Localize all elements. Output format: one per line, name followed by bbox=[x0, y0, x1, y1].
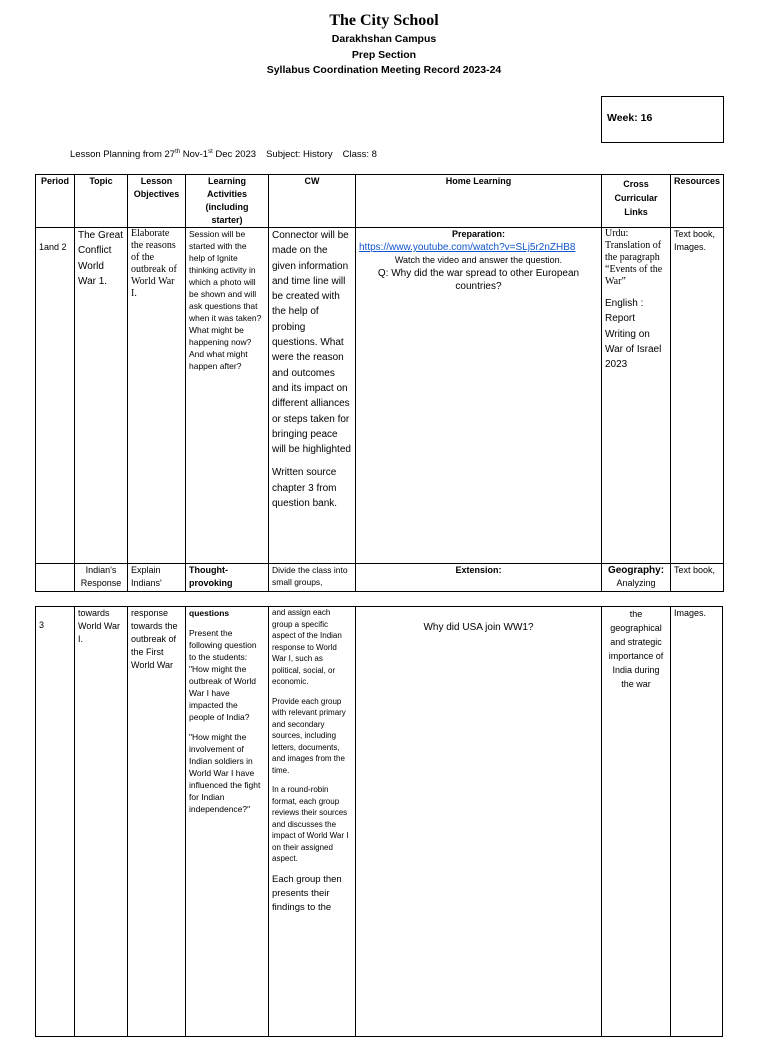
section-name: Prep Section bbox=[351, 49, 417, 61]
row1-cross-english: English : Report Writing on War of Israel 2023 bbox=[605, 298, 662, 371]
school-name: The City School bbox=[329, 12, 439, 29]
row2-topic: Indian's Response bbox=[75, 564, 128, 592]
row1-cw bbox=[269, 228, 356, 564]
row1-topic: The Great Conflict World War 1. bbox=[75, 228, 128, 564]
row3-topic: towards World War I. bbox=[75, 607, 128, 1037]
row3-cross: the geographical and strategic importance of India during the war bbox=[602, 607, 671, 1037]
row2-cross-bold: Geography: bbox=[607, 565, 665, 576]
row2-cw: Divide the class into small groups, bbox=[269, 564, 356, 592]
planning-mid: Nov-1 bbox=[180, 149, 209, 161]
table-row bbox=[36, 564, 724, 592]
planning-line bbox=[70, 149, 377, 160]
col-objectives: Lesson Objectives bbox=[128, 175, 186, 228]
lesson-table-page1 bbox=[35, 174, 724, 592]
row1-home-question: Q: Why did the war spread to other European countries? bbox=[377, 268, 580, 292]
row1-cross-urdu: Urdu: Translation of the paragraph “Events of the War” bbox=[605, 228, 663, 287]
row3-act-title: questions bbox=[189, 608, 230, 618]
planning-sup-th: th bbox=[175, 149, 181, 155]
col-topic: Topic bbox=[75, 175, 128, 228]
row3-act-text2: "How might the involvement of Indian soldiers in World War I have influenced the fight for Indian independence?" bbox=[189, 732, 261, 814]
row3-act-text1: Present the following question to the students: "How might the outbreak of World War I have impacted the people of India? bbox=[189, 628, 257, 722]
class-label: Class: 8 bbox=[342, 149, 377, 161]
row2-objectives: Explain Indians' bbox=[128, 564, 186, 592]
campus-name: Darakhshan Campus bbox=[331, 33, 437, 45]
row3-cw-text1: and assign each group a specific aspect of the Indian response to World War I, such as political, social, or economic. bbox=[272, 608, 342, 686]
week-label: Week: 16 bbox=[607, 112, 653, 124]
row2-cross-text: Analyzing bbox=[616, 578, 656, 588]
row1-home-title: Preparation: bbox=[451, 229, 505, 239]
col-activities: Learning Activities (including starter) bbox=[186, 175, 269, 228]
lesson-table-page2 bbox=[35, 606, 723, 1037]
col-resources: Resources bbox=[671, 175, 724, 228]
row1-home bbox=[356, 228, 602, 564]
row1-home-text: Watch the video and answer the question. bbox=[394, 255, 563, 265]
col-cw: CW bbox=[269, 175, 356, 228]
row1-period: 1and 2 bbox=[36, 228, 75, 564]
row2-period bbox=[36, 564, 75, 592]
table-row bbox=[36, 607, 723, 1037]
row3-home: Why did USA join WW1? bbox=[356, 607, 602, 1037]
row1-cross bbox=[602, 228, 671, 564]
planning-prefix: Lesson Planning from 27 bbox=[70, 149, 176, 161]
row2-home: Extension: bbox=[356, 564, 602, 592]
row2-resources: Text book, bbox=[671, 564, 724, 592]
youtube-link[interactable]: https://www.youtube.com/watch?v=SLj5r2nZHB8 bbox=[359, 242, 576, 253]
table-header-row bbox=[36, 175, 724, 228]
col-period: Period bbox=[36, 175, 75, 228]
record-title: Syllabus Coordination Meeting Record 2023-24 bbox=[266, 64, 502, 76]
row2-activities: Thought-provoking bbox=[186, 564, 269, 592]
row3-cw bbox=[269, 607, 356, 1037]
row3-period: 3 bbox=[36, 607, 75, 1037]
row3-cw-text2: Provide each group with relevant primary and secondary sources, including letters, documents, and images from the time. bbox=[272, 696, 346, 775]
subject-label: Subject: History bbox=[266, 149, 333, 161]
row1-cw-text2: Written source chapter 3 from question bank. bbox=[272, 467, 338, 510]
row3-cw-text4: Each group then presents their findings to the bbox=[272, 873, 342, 913]
col-home: Home Learning bbox=[356, 175, 602, 228]
planning-sup-st: st bbox=[208, 149, 213, 155]
row1-objectives: Elaborate the reasons of the outbreak of World War I. bbox=[128, 228, 186, 564]
row3-resources: Images. bbox=[671, 607, 723, 1037]
row3-cw-text3: In a round-robin format, each group reviews their sources and discusses the impact of World War I on their assigned aspect. bbox=[272, 785, 349, 863]
row1-resources: Text book, Images. bbox=[671, 228, 724, 564]
row2-cross bbox=[602, 564, 671, 592]
row3-objectives: response towards the outbreak of the First World War bbox=[128, 607, 186, 1037]
col-cross: Cross Curricular Links bbox=[602, 175, 671, 228]
row3-activities bbox=[186, 607, 269, 1037]
week-box bbox=[601, 96, 724, 143]
planning-end: Dec 2023 bbox=[212, 149, 257, 161]
row1-cw-text1: Connector will be made on the given information and time line will be created with the help of probing questions. What were the reason and outcomes and its impact on different alliances or steps taken for bringing peace will be highlighted bbox=[272, 230, 351, 456]
table-row bbox=[36, 228, 724, 564]
row1-activities: Session will be started with the help of Ignite thinking activity in which a photo will be shown and will ask questions that when it was taken? What might be happening now? And what might happen after? bbox=[186, 228, 269, 564]
